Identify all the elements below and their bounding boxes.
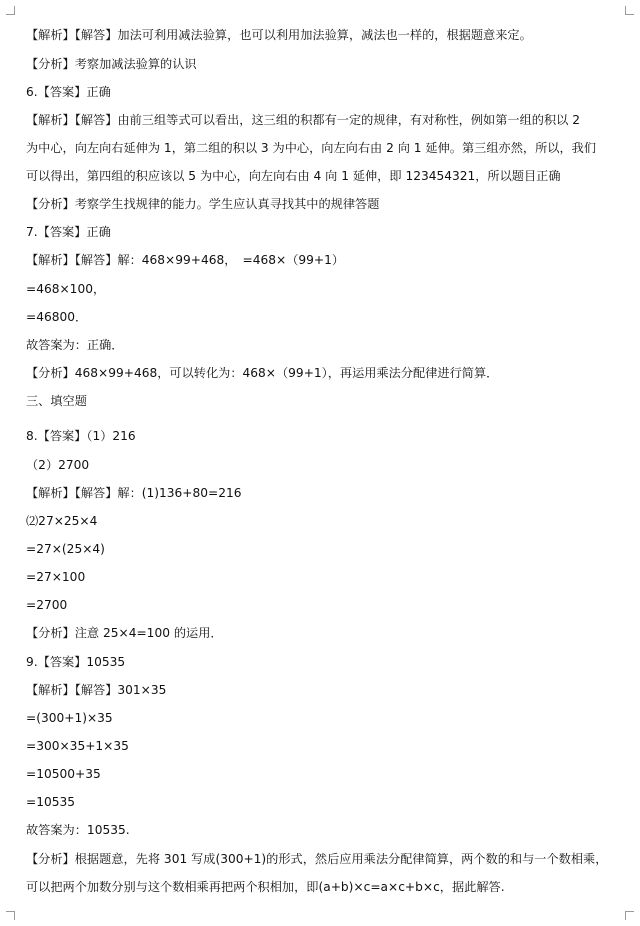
text-line: 【解析】【解答】301×35 [26,683,167,697]
text-line: 【解析】【解答】解：(1)136+80=216 [26,486,242,500]
text-line: （2）2700 [26,458,90,472]
corner-mark-top-right [625,6,634,15]
text-line: 【分析】考察学生找规律的能力。学生应认真寻找其中的规律答题 [26,197,380,211]
text-line: 为中心，向左向右延伸为 1，第二组的积以 3 为中心，向左向右由 2 向 1 延伸。第三组亦然，所以，我们 [26,141,597,155]
corner-mark-bottom-left [6,911,15,920]
text-line: =468×100， [26,282,106,296]
text-line: =27×100 [26,570,86,584]
text-line: ⑵27×25×4 [26,514,98,528]
text-line: 【解析】【解答】加法可利用减法验算，也可以利用加法验算，减法也一样的，根据题意来定。 [26,28,532,42]
text-line: 可以得出，第四组的积应该以 5 为中心，向左向右由 4 向 1 延伸，即 123454321，所以题目正确 [26,169,561,183]
text-line: 8.【答案】（1）216 [26,429,136,443]
text-line: =2700 [26,598,68,612]
text-line: 6.【答案】正确 [26,85,111,99]
text-line: 故答案为：正确． [26,338,124,352]
text-line: 【分析】468×99+468，可以转化为：468×（99+1），再运用乘法分配律进行简算． [26,366,499,380]
text-line: =10535 [26,795,75,809]
text-line: =46800． [26,310,88,324]
text-line: 可以把两个加数分别与这个数相乘再把两个积相加，即(a+b)×c=a×c+b×c，据此解答. [26,880,505,894]
text-line: =(300+1)×35 [26,711,113,725]
text-line: =10500+35 [26,767,101,781]
text-line: 【分析】注意 25×4=100 的运用． [26,626,223,640]
text-line: 故答案为：10535. [26,823,130,837]
text-line: 9.【答案】10535 [26,655,126,669]
corner-mark-bottom-right [625,911,634,920]
text-line: =27×(25×4) [26,542,105,556]
text-line: 7.【答案】正确 [26,225,111,239]
section-heading: 三、填空题 [26,394,87,408]
corner-mark-top-left [6,6,15,15]
text-line: 【分析】考察加减法验算的认识 [26,57,197,71]
text-line: 【解析】【解答】由前三组等式可以看出，这三组的积都有一定的规律，有对称性，例如第一组的积以 2 [26,113,580,127]
text-line: 【解析】【解答】解：468×99+468， =468×（99+1） [26,253,345,267]
text-line: 【分析】根据题意，先将 301 写成(300+1)的形式，然后应用乘法分配律简算，两个数的和与一个数相乘， [26,852,608,866]
text-line: =300×35+1×35 [26,739,129,753]
